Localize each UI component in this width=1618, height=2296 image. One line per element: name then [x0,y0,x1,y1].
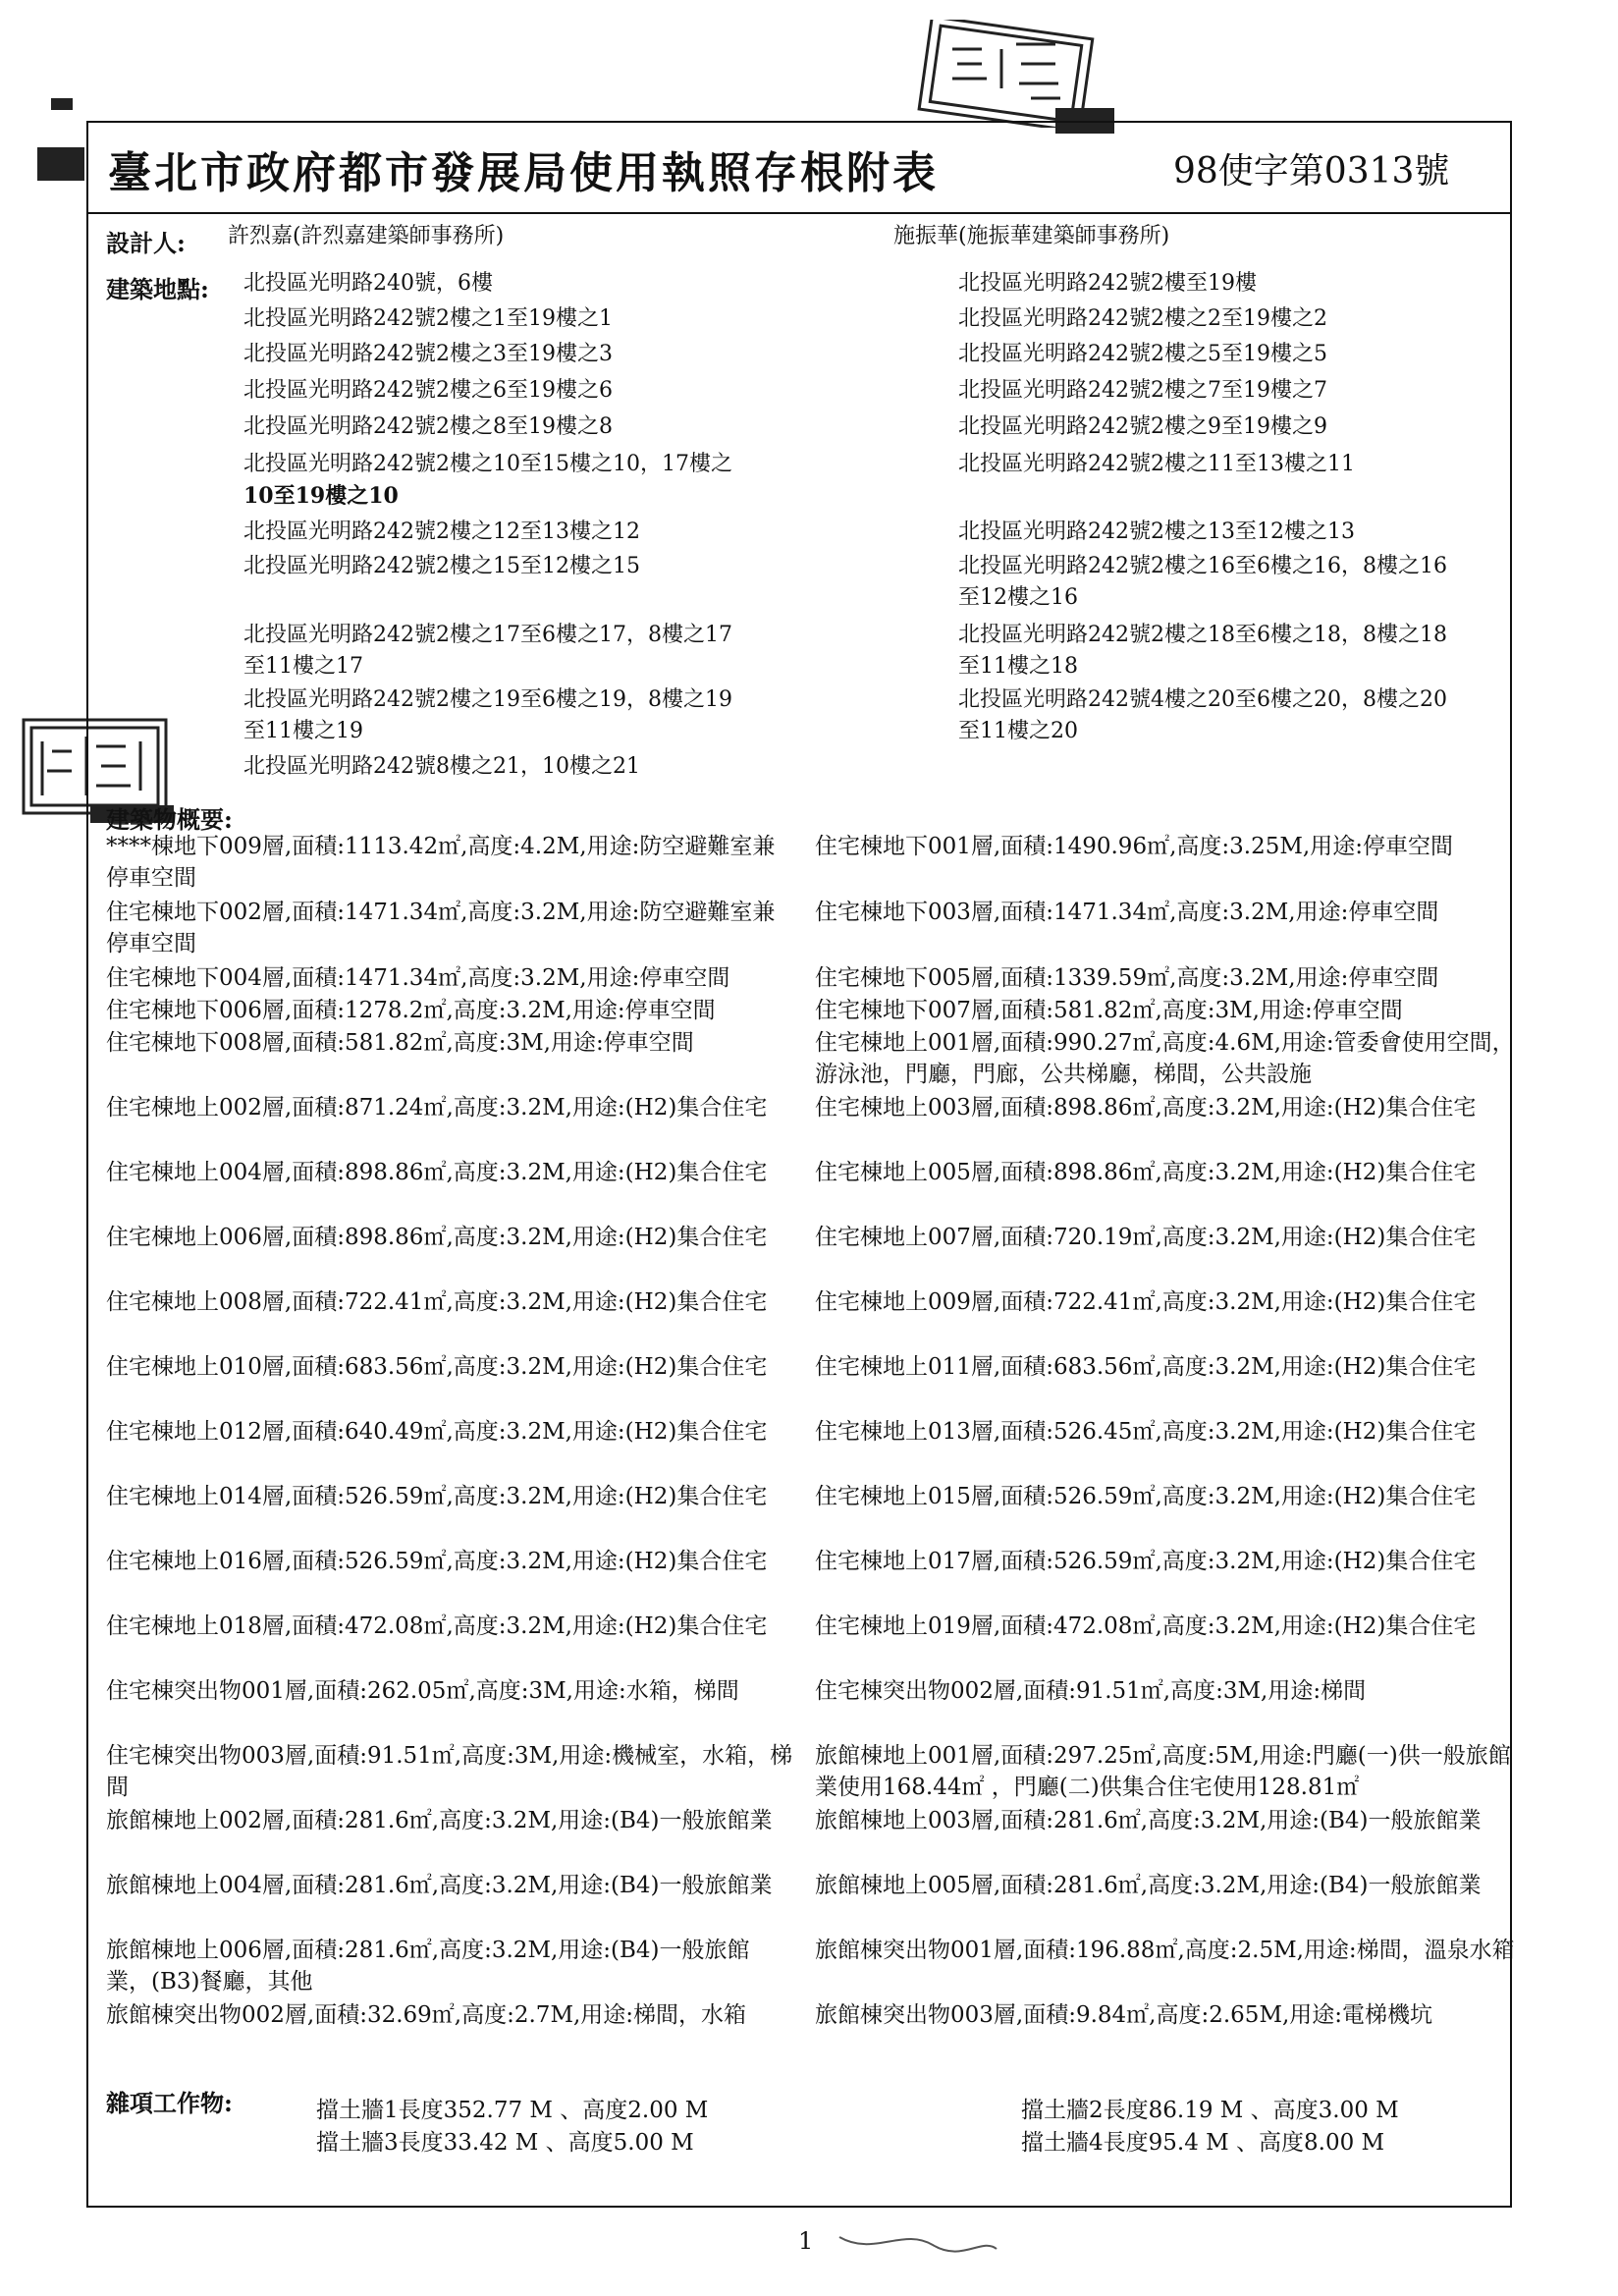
site-right-line: 至11樓之20 [958,719,1078,743]
retaining-wall-3: 擋土牆3長度33.42 M 、高度5.00 M [316,2130,694,2156]
overview-left-item: 旅館棟地上002層,面積:281.6㎡,高度:3.2M,用途:(B4)一般旅館業 [106,1808,773,1833]
site-left-line: 北投區光明路242號2樓之17至6樓之17，8樓之17 [243,623,732,647]
overview-right-item: 住宅棟地上003層,面積:898.86㎡,高度:3.2M,用途:(H2)集合住宅 [815,1095,1477,1121]
designer-left: 許烈嘉(許烈嘉建築師事務所) [228,224,505,248]
site-right-line: 北投區光明路242號2樓之13至12樓之13 [958,519,1355,544]
site-left-line: 北投區光明路242號2樓之12至13樓之12 [243,519,640,544]
overview-right-item: 住宅棟地下001層,面積:1490.96㎡,高度:3.25M,用途:停車空間 [815,834,1453,859]
overview-left-item: 住宅棟地下004層,面積:1471.34㎡,高度:3.2M,用途:停車空間 [106,965,730,991]
site-left-line: 北投區光明路242號2樓之6至19樓之6 [243,378,613,403]
page-title: 臺北市政府都市發展局使用執照存根附表 [108,148,939,198]
retaining-wall-1: 擋土牆1長度352.77 M 、高度2.00 M [316,2098,709,2123]
site-right-line: 北投區光明路242號2樓之9至19樓之9 [958,414,1327,439]
overview-right-item: 住宅棟地上015層,面積:526.59㎡,高度:3.2M,用途:(H2)集合住宅 [815,1484,1477,1509]
overview-right-item: 旅館棟地上003層,面積:281.6㎡,高度:3.2M,用途:(B4)一般旅館業 [815,1808,1482,1833]
site-left-line: 北投區光明路242號2樓之8至19樓之8 [243,414,613,439]
overview-right-item: 住宅棟突出物002層,面積:91.51㎡,高度:3M,用途:梯間 [815,1678,1367,1704]
overview-right-item: 住宅棟地上005層,面積:898.86㎡,高度:3.2M,用途:(H2)集合住宅 [815,1160,1477,1185]
overview-left-item: 旅館棟地上004層,面積:281.6㎡,高度:3.2M,用途:(B4)一般旅館業 [106,1873,773,1898]
scan-mark [37,147,84,181]
overview-right-item: 旅館棟突出物003層,面積:9.84㎡,高度:2.65M,用途:電梯機坑 [815,2002,1433,2028]
overview-left-item: 住宅棟地上004層,面積:898.86㎡,高度:3.2M,用途:(H2)集合住宅 [106,1160,768,1185]
site-right-line: 北投區光明路242號2樓之16至6樓之16，8樓之16 [958,554,1447,578]
overview-left-item: 住宅棟地上010層,面積:683.56㎡,高度:3.2M,用途:(H2)集合住宅 [106,1354,768,1380]
site-left-line: 至11樓之17 [243,654,363,679]
overview-left-item: 住宅棟地上016層,面積:526.59㎡,高度:3.2M,用途:(H2)集合住宅 [106,1549,768,1574]
overview-left-item: 住宅棟地下006層,面積:1278.2㎡,高度:3.2M,用途:停車空間 [106,998,716,1023]
overview-right-item: 住宅棟地上009層,面積:722.41㎡,高度:3.2M,用途:(H2)集合住宅 [815,1289,1477,1315]
site-left-line: 北投區光明路242號2樓之19至6樓之19，8樓之19 [243,687,732,712]
page-number: 1 [798,2227,814,2255]
site-left-line: 北投區光明路242號2樓之3至19樓之3 [243,342,613,366]
overview-right-item: 住宅棟地上017層,面積:526.59㎡,高度:3.2M,用途:(H2)集合住宅 [815,1549,1477,1574]
overview-left-item: 住宅棟地下002層,面積:1471.34㎡,高度:3.2M,用途:防空避難室兼停車空間 [106,900,776,957]
overview-right-item: 住宅棟地上019層,面積:472.08㎡,高度:3.2M,用途:(H2)集合住宅 [815,1613,1477,1639]
site-right-line: 北投區光明路242號2樓之7至19樓之7 [958,378,1327,403]
scan-mark [51,98,73,110]
overview-right-item: 住宅棟地下005層,面積:1339.59㎡,高度:3.2M,用途:停車空間 [815,965,1439,991]
site-right-line: 北投區光明路242號4樓之20至6樓之20，8樓之20 [958,687,1447,712]
overview-right-item: 住宅棟地下007層,面積:581.82㎡,高度:3M,用途:停車空間 [815,998,1403,1023]
overview-right-item: 旅館棟地上001層,面積:297.25㎡,高度:5M,用途:門廳(一)供一般旅館業使用168.44㎡ ，門廳(二)供集合住宅使用128.81㎡ [815,1743,1511,1800]
site-left-line: 至11樓之19 [243,719,363,743]
misc-label: 雜項工作物: [106,2089,233,2117]
overview-left-item: 住宅棟地下008層,面積:581.82㎡,高度:3M,用途:停車空間 [106,1030,694,1056]
overview-left-item: 住宅棟地上002層,面積:871.24㎡,高度:3.2M,用途:(H2)集合住宅 [106,1095,768,1121]
overview-right-item: 住宅棟地上011層,面積:683.56㎡,高度:3.2M,用途:(H2)集合住宅 [815,1354,1477,1380]
overview-right-item: 旅館棟地上005層,面積:281.6㎡,高度:3.2M,用途:(B4)一般旅館業 [815,1873,1482,1898]
site-right-line: 至12樓之16 [958,585,1078,610]
designer-right: 施振華(施振華建築師事務所) [893,224,1170,248]
retaining-wall-4: 擋土牆4長度95.4 M 、高度8.00 M [1021,2130,1385,2156]
site-right-line: 北投區光明路242號2樓之18至6樓之18，8樓之18 [958,623,1447,647]
site-right-line: 至11樓之18 [958,654,1078,679]
site-right-line: 北投區光明路242號2樓之2至19樓之2 [958,306,1327,331]
overview-left-item: 住宅棟突出物001層,面積:262.05㎡,高度:3M,用途:水箱，梯間 [106,1678,739,1704]
overview-left-item: 住宅棟突出物003層,面積:91.51㎡,高度:3M,用途:機械室，水箱，梯間 [106,1743,793,1800]
site-left-line: 10至19樓之10 [243,483,399,509]
overview-right-item: 住宅棟地上013層,面積:526.45㎡,高度:3.2M,用途:(H2)集合住宅 [815,1419,1477,1445]
overview-right-item: 住宅棟地上007層,面積:720.19㎡,高度:3.2M,用途:(H2)集合住宅 [815,1225,1477,1250]
overview-left-item: ****棟地下009層,面積:1113.42㎡,高度:4.2M,用途:防空避難室兼停車空間 [106,834,776,891]
signature-scribble-icon [835,2227,1001,2257]
site-right-line: 北投區光明路242號2樓之11至13樓之11 [958,452,1355,476]
overview-right-item: 住宅棟地上001層,面積:990.27㎡,高度:4.6M,用途:管委會使用空間，游泳池，門廳，門廊，公共梯廳，梯間，公共設施 [815,1030,1515,1087]
retaining-wall-2: 擋土牆2長度86.19 M 、高度3.00 M [1021,2098,1399,2123]
overview-label: 建築物概要: [106,805,233,834]
site-left-line: 北投區光明路242號8樓之21，10樓之21 [243,754,640,779]
site-right-line: 北投區光明路242號2樓至19樓 [958,271,1257,296]
overview-left-item: 住宅棟地上014層,面積:526.59㎡,高度:3.2M,用途:(H2)集合住宅 [106,1484,768,1509]
permit-number: 98使字第0313號 [1173,151,1450,191]
site-right-line: 北投區光明路242號2樓之5至19樓之5 [958,342,1327,366]
designer-label: 設計人: [106,229,186,257]
overview-left-item: 旅館棟突出物002層,面積:32.69㎡,高度:2.7M,用途:梯間，水箱 [106,2002,747,2028]
site-left-line: 北投區光明路240號，6樓 [243,271,493,296]
overview-right-item: 住宅棟地下003層,面積:1471.34㎡,高度:3.2M,用途:停車空間 [815,900,1439,925]
site-left-line: 北投區光明路242號2樓之15至12樓之15 [243,554,640,578]
overview-left-item: 住宅棟地上006層,面積:898.86㎡,高度:3.2M,用途:(H2)集合住宅 [106,1225,768,1250]
overview-right-item: 旅館棟突出物001層,面積:196.88㎡,高度:2.5M,用途:梯間，溫泉水箱 [815,1938,1515,1963]
overview-left-item: 住宅棟地上018層,面積:472.08㎡,高度:3.2M,用途:(H2)集合住宅 [106,1613,768,1639]
site-label: 建築地點: [106,275,209,303]
overview-left-item: 旅館棟地上006層,面積:281.6㎡,高度:3.2M,用途:(B4)一般旅館業，(B3)餐廳，其他 [106,1938,750,1995]
overview-left-item: 住宅棟地上008層,面積:722.41㎡,高度:3.2M,用途:(H2)集合住宅 [106,1289,768,1315]
site-left-line: 北投區光明路242號2樓之1至19樓之1 [243,306,613,331]
overview-left-item: 住宅棟地上012層,面積:640.49㎡,高度:3.2M,用途:(H2)集合住宅 [106,1419,768,1445]
header-divider [86,212,1512,214]
site-left-line: 北投區光明路242號2樓之10至15樓之10，17樓之 [243,452,732,476]
